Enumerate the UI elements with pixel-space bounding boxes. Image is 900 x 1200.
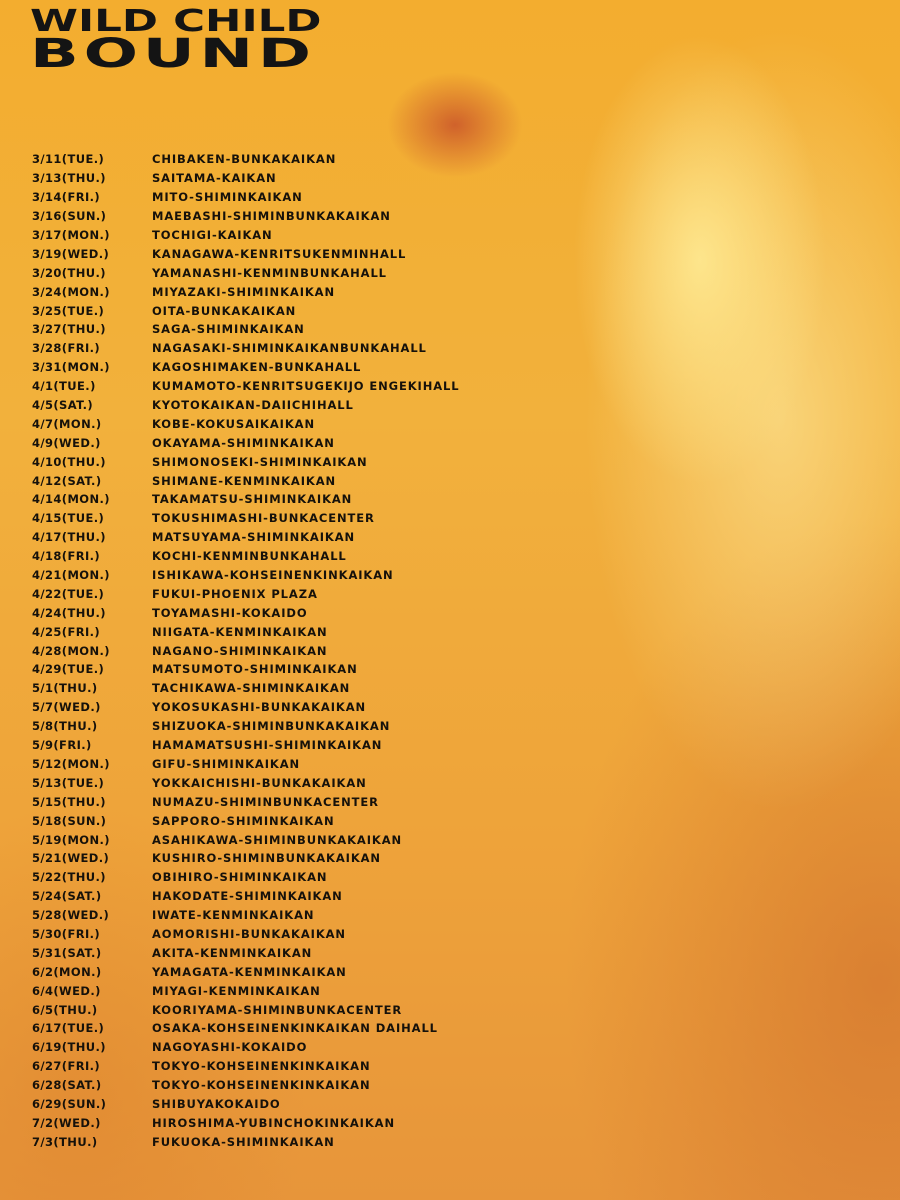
title-line-wild-child: WILD CHILD (30, 4, 322, 39)
schedule-row (32, 1000, 552, 1019)
schedule-row (32, 339, 552, 358)
schedule-row (32, 1113, 552, 1132)
schedule-row (32, 660, 552, 679)
schedule-venue: FUKUOKA-SHIMINKAIKAN (152, 1134, 335, 1149)
schedule-date: 4/9(WED.) (32, 435, 101, 450)
schedule-date: 3/27(THU.) (32, 322, 106, 337)
schedule-date: 4/28(MON.) (32, 643, 110, 658)
schedule-row (32, 603, 552, 622)
schedule-venue: TOYAMASHI-KOKAIDO (152, 605, 308, 620)
schedule-venue: TOKYO-KOHSEINENKINKAIKAN (152, 1078, 371, 1093)
schedule-date: 6/5(THU.) (32, 1002, 98, 1017)
schedule-row (32, 698, 552, 717)
schedule-row (32, 207, 552, 226)
schedule-venue: MIYAZAKI-SHIMINKAIKAN (152, 284, 336, 299)
schedule-row (32, 150, 552, 169)
schedule-date: 3/16(SUN.) (32, 209, 107, 224)
schedule-date: 5/19(MON.) (32, 832, 110, 847)
schedule-venue: KAGOSHIMAKEN-BUNKAHALL (152, 360, 362, 375)
schedule-row (32, 943, 552, 962)
schedule-venue: KUMAMOTO-KENRITSUGEKIJO ENGEKIHALL (152, 379, 460, 394)
schedule-row (32, 414, 552, 433)
title-line-bound: BOUND (30, 31, 316, 77)
schedule-row (32, 1038, 552, 1057)
schedule-date: 3/13(THU.) (32, 171, 106, 186)
schedule-row (32, 1095, 552, 1114)
schedule-row (32, 528, 552, 547)
schedule-row (32, 471, 552, 490)
schedule-row (32, 887, 552, 906)
schedule-date: 7/2(WED.) (32, 1115, 101, 1130)
schedule-date: 5/15(THU.) (32, 794, 106, 809)
schedule-date: 3/31(MON.) (32, 360, 110, 375)
schedule-date: 5/8(THU.) (32, 719, 98, 734)
schedule-date: 6/2(MON.) (32, 964, 102, 979)
schedule-date: 3/14(FRI.) (32, 190, 101, 205)
schedule-venue: MITO-SHIMINKAIKAN (152, 190, 303, 205)
schedule-date: 4/24(THU.) (32, 605, 106, 620)
schedule-row (32, 169, 552, 188)
schedule-row (32, 358, 552, 377)
schedule-row (32, 868, 552, 887)
schedule-date: 6/27(FRI.) (32, 1059, 101, 1074)
schedule-venue: NIIGATA-KENMINKAIKAN (152, 624, 328, 639)
schedule-venue: OITA-BUNKAKAIKAN (152, 303, 297, 318)
schedule-date: 5/1(THU.) (32, 681, 98, 696)
schedule-venue: IWATE-KENMINKAIKAN (152, 908, 315, 923)
schedule-venue: SAGA-SHIMINKAIKAN (152, 322, 305, 337)
schedule-venue: NAGANO-SHIMINKAIKAN (152, 643, 328, 658)
schedule-venue: CHIBAKEN-BUNKAKAIKAN (152, 152, 337, 167)
schedule-venue: ISHIKAWA-KOHSEINENKINKAIKAN (152, 568, 394, 583)
schedule-row (32, 396, 552, 415)
schedule-venue: SHIMANE-KENMINKAIKAN (152, 473, 337, 488)
schedule-venue: HIROSHIMA-YUBINCHOKINKAIKAN (152, 1115, 395, 1130)
schedule-date: 3/25(TUE.) (32, 303, 105, 318)
schedule-row (32, 452, 552, 471)
schedule-row (32, 244, 552, 263)
schedule-date: 7/3(THU.) (32, 1134, 98, 1149)
schedule-date: 4/14(MON.) (32, 492, 110, 507)
schedule-date: 3/20(THU.) (32, 265, 106, 280)
schedule-row (32, 547, 552, 566)
schedule-venue: YAMAGATA-KENMINKAIKAN (152, 964, 347, 979)
schedule-date: 3/17(MON.) (32, 228, 110, 242)
schedule-row (32, 981, 552, 1000)
schedule-date: 4/18(FRI.) (32, 549, 101, 564)
schedule-venue: TAKAMATSU-SHIMINKAIKAN (152, 492, 353, 507)
schedule-row (32, 906, 552, 925)
schedule-date: 5/31(SAT.) (32, 945, 102, 960)
schedule-row (32, 641, 552, 660)
schedule-date: 6/19(THU.) (32, 1040, 106, 1055)
schedule-row (32, 301, 552, 320)
schedule-venue: HAKODATE-SHIMINKAIKAN (152, 889, 343, 904)
schedule-date: 6/29(SUN.) (32, 1096, 107, 1111)
schedule-venue: SHIZUOKA-SHIMINBUNKAKAIKAN (152, 719, 391, 734)
schedule-venue: ASAHIKAWA-SHIMINBUNKAKAIKAN (152, 832, 403, 847)
schedule-venue: TOKYO-KOHSEINENKINKAIKAN (152, 1059, 371, 1074)
schedule-venue: KUSHIRO-SHIMINBUNKAKAIKAN (152, 851, 381, 866)
schedule-row (32, 962, 552, 981)
schedule-venue: MATSUMOTO-SHIMINKAIKAN (152, 662, 358, 677)
schedule-row (32, 188, 552, 207)
schedule-row (32, 1132, 552, 1151)
schedule-row (32, 811, 552, 830)
schedule-venue: OSAKA-KOHSEINENKINKAIKAN DAIHALL (152, 1021, 438, 1036)
schedule-venue: KOORIYAMA-SHIMINBUNKACENTER (152, 1002, 403, 1017)
schedule-date: 3/24(MON.) (32, 284, 110, 299)
schedule-venue: YOKOSUKASHI-BUNKAKAIKAN (152, 700, 367, 715)
schedule-date: 6/4(WED.) (32, 983, 101, 998)
schedule-date: 4/12(SAT.) (32, 473, 102, 488)
schedule-date: 4/7(MON.) (32, 416, 102, 431)
schedule-row (32, 1057, 552, 1076)
schedule-row (32, 584, 552, 603)
schedule-row (32, 490, 552, 509)
schedule-venue: AKITA-KENMINKAIKAN (152, 945, 313, 960)
schedule-date: 3/19(WED.) (32, 246, 110, 261)
schedule-venue: NAGASAKI-SHIMINKAIKANBUNKAHALL (152, 341, 427, 356)
schedule-venue: NAGOYASHI-KOKAIDO (152, 1040, 308, 1055)
schedule-venue: TACHIKAWA-SHIMINKAIKAN (152, 681, 351, 696)
schedule-date: 6/17(TUE.) (32, 1021, 105, 1036)
schedule-row (32, 226, 552, 245)
schedule-date: 5/12(MON.) (32, 756, 110, 771)
schedule-row (32, 773, 552, 792)
schedule-venue: NUMAZU-SHIMINBUNKACENTER (152, 794, 379, 809)
schedule-row (32, 377, 552, 396)
schedule-date: 5/21(WED.) (32, 851, 110, 866)
schedule-date: 4/5(SAT.) (32, 398, 94, 413)
schedule-row (32, 717, 552, 736)
schedule-date: 4/15(TUE.) (32, 511, 105, 526)
schedule-date: 4/21(MON.) (32, 568, 110, 583)
schedule-row (32, 830, 552, 849)
schedule-date: 4/22(TUE.) (32, 586, 105, 601)
schedule-row (32, 622, 552, 641)
schedule-venue: MIYAGI-KENMINKAIKAN (152, 983, 321, 998)
schedule-row (32, 679, 552, 698)
schedule-venue: YOKKAICHISHI-BUNKAKAIKAN (152, 775, 367, 790)
schedule-row (32, 509, 552, 528)
schedule-venue: KOBE-KOKUSAIKAIKAN (152, 416, 315, 431)
schedule-date: 3/28(FRI.) (32, 341, 101, 356)
schedule-date: 4/25(FRI.) (32, 624, 101, 639)
schedule-date: 5/18(SUN.) (32, 813, 107, 828)
schedule-row (32, 736, 552, 755)
schedule-row (32, 1019, 552, 1038)
schedule-date: 4/17(THU.) (32, 530, 106, 545)
schedule-venue: GIFU-SHIMINKAIKAN (152, 756, 301, 771)
schedule-venue: AOMORISHI-BUNKAKAIKAN (152, 926, 346, 941)
schedule-date: 4/1(TUE.) (32, 379, 96, 394)
schedule-date: 5/28(WED.) (32, 908, 110, 923)
schedule-date: 3/11(TUE.) (32, 152, 105, 167)
schedule-row (32, 1076, 552, 1095)
schedule-row (32, 849, 552, 868)
schedule-venue: TOCHIGI-KAIKAN (152, 228, 273, 242)
schedule-row (32, 925, 552, 944)
schedule-venue: SHIBUYAKOKAIDO (152, 1096, 281, 1111)
schedule-venue: MAEBASHI-SHIMINBUNKAKAIKAN (152, 209, 391, 224)
schedule-venue: TOKUSHIMASHI-BUNKACENTER (152, 511, 375, 526)
schedule-date: 4/29(TUE.) (32, 662, 105, 677)
schedule-venue: OBIHIRO-SHIMINKAIKAN (152, 870, 328, 885)
schedule-date: 5/30(FRI.) (32, 926, 101, 941)
schedule-date: 5/13(TUE.) (32, 775, 105, 790)
schedule-row (32, 566, 552, 585)
schedule-date: 5/22(THU.) (32, 870, 106, 885)
schedule-date: 5/7(WED.) (32, 700, 101, 715)
schedule-venue: YAMANASHI-KENMINBUNKAHALL (152, 265, 387, 280)
schedule-date: 6/28(SAT.) (32, 1078, 102, 1093)
schedule-venue: FUKUI-PHOENIX PLAZA (152, 586, 318, 601)
schedule-venue: OKAYAMA-SHIMINKAIKAN (152, 435, 335, 450)
schedule-row (32, 433, 552, 452)
schedule-row (32, 263, 552, 282)
schedule-venue: KOCHI-KENMINBUNKAHALL (152, 549, 347, 564)
schedule-venue: SAPPORO-SHIMINKAIKAN (152, 813, 335, 828)
schedule-row (32, 282, 552, 301)
schedule-venue: MATSUYAMA-SHIMINKAIKAN (152, 530, 356, 545)
poster-title (30, 4, 322, 77)
schedule-venue: SHIMONOSEKI-SHIMINKAIKAN (152, 454, 368, 469)
tour-schedule-list (32, 150, 552, 1151)
schedule-venue: SAITAMA-KAIKAN (152, 171, 277, 186)
schedule-venue: HAMAMATSUSHI-SHIMINKAIKAN (152, 738, 383, 753)
schedule-venue: KYOTOKAIKAN-DAIICHIHALL (152, 398, 354, 413)
schedule-row (32, 792, 552, 811)
schedule-date: 5/24(SAT.) (32, 889, 102, 904)
schedule-venue: KANAGAWA-KENRITSUKENMINHALL (152, 246, 407, 261)
schedule-row (32, 755, 552, 774)
schedule-row (32, 320, 552, 339)
schedule-date: 5/9(FRI.) (32, 738, 92, 753)
schedule-date: 4/10(THU.) (32, 454, 106, 469)
